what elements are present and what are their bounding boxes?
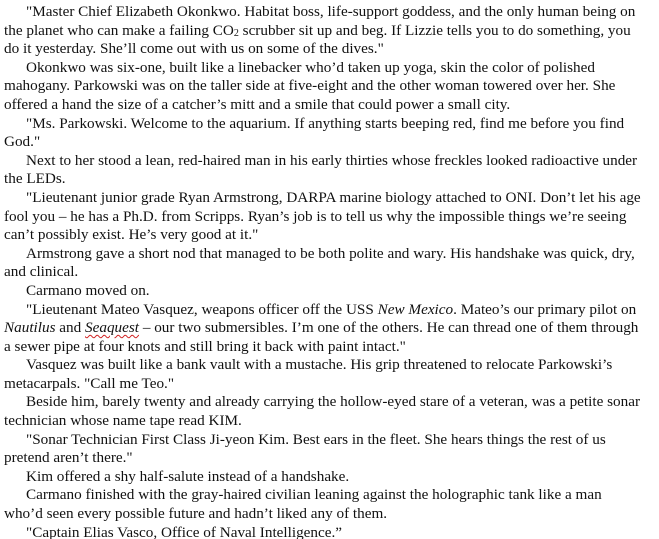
paragraph-okonkwo-greeting bbox=[4, 115, 644, 152]
text-segment: Armstrong gave a short nod that managed to be both polite and wary. His handshake was quick, dry, and clinical. bbox=[4, 244, 635, 281]
paragraph-kim-salute bbox=[4, 468, 644, 487]
paragraph-armstrong-intro bbox=[4, 189, 644, 245]
paragraph-vasco-description bbox=[4, 486, 644, 523]
paragraph-carmano-moved bbox=[4, 282, 644, 301]
text-segment: Kim offered a shy half-salute instead of a handshake. bbox=[26, 467, 350, 485]
paragraph-okonkwo-intro bbox=[4, 3, 644, 59]
text-segment: Okonkwo was six-one, built like a linebacker who’d taken up yoga, skin the color of polished mahogany. Parkowski was on the taller side at five-eight and the other woman towered over her. She offered a hand the size of a catcher’s mitt and a smile that could power a small city. bbox=[4, 58, 616, 113]
text-segment: Beside him, barely twenty and already carrying the hollow-eyed stare of a veteran, was a petite sonar technician whose name tape read KIM. bbox=[4, 393, 641, 430]
text-segment: Next to her stood a lean, red-haired man in his early thirties whose freckles looked radioactive under the LEDs. bbox=[4, 151, 638, 188]
paragraph-vasco-intro bbox=[4, 524, 644, 539]
text-segment: "Master Chief Elizabeth Okonkwo. Habitat boss, life-support goddess, and the only human being on the planet who can make a failing CO bbox=[4, 3, 636, 39]
text-segment: Carmano finished with the gray-haired civilian leaning against the holographic tank like a man who’d seen every possible future and hadn’t liked any of them. bbox=[4, 486, 602, 523]
paragraph-armstrong-nod bbox=[4, 245, 644, 282]
subscript-two: 2 bbox=[233, 27, 239, 39]
paragraph-armstrong-description bbox=[4, 152, 644, 189]
text-segment: – our two submersibles. I’m one of the others. He can thread one of them through a sewer pipe at four knots and still bring it back with paint intact." bbox=[4, 319, 639, 355]
paragraph-kim-description bbox=[4, 393, 644, 430]
sub-name-seaquest-spellcheck[interactable]: Seaquest bbox=[85, 319, 140, 337]
text-segment: "Ms. Parkowski. Welcome to the aquarium. If anything starts beeping red, find me before you find God." bbox=[4, 114, 625, 151]
paragraph-kim-intro bbox=[4, 431, 644, 468]
paragraph-vasquez-description bbox=[4, 356, 644, 393]
text-segment: "Lieutenant Mateo Vasquez, weapons officer off the USS bbox=[26, 300, 378, 318]
paragraph-okonkwo-description bbox=[4, 59, 644, 115]
text-segment: "Lieutenant junior grade Ryan Armstrong, DARPA marine biology attached to ONI. Don’t let his age fool you – he has a Ph.D. from Scripps. Ryan’s job is to tell us why the impossible things we’re seeing can’t possibly exist. He’s very good at it." bbox=[4, 188, 641, 244]
paragraph-vasquez-intro bbox=[4, 301, 644, 357]
text-segment: "Sonar Technician First Class Ji-yeon Kim. Best ears in the fleet. She hears things the rest of us pretend aren’t there." bbox=[4, 430, 606, 467]
text-segment: . Mateo’s our primary pilot on bbox=[453, 300, 637, 318]
manuscript-text bbox=[4, 3, 644, 539]
sub-name-nautilus: Nautilus bbox=[4, 319, 56, 337]
text-segment: scrubber sit up and beg. If Lizzie tells you to do something, you do it yesterday. She’ll come out with us on some of the dives." bbox=[4, 21, 631, 58]
text-segment: Carmano moved on. bbox=[26, 281, 150, 299]
text-segment: and bbox=[55, 319, 86, 337]
text-segment: Vasquez was built like a bank vault with a mustache. His grip threatened to relocate Parkowski’s metacarpals. "Call me Teo." bbox=[4, 356, 613, 392]
ship-name-new-mexico: New Mexico bbox=[377, 300, 454, 318]
text-segment: "Captain Elias Vasco, Office of Naval Intelligence.” bbox=[26, 523, 343, 539]
